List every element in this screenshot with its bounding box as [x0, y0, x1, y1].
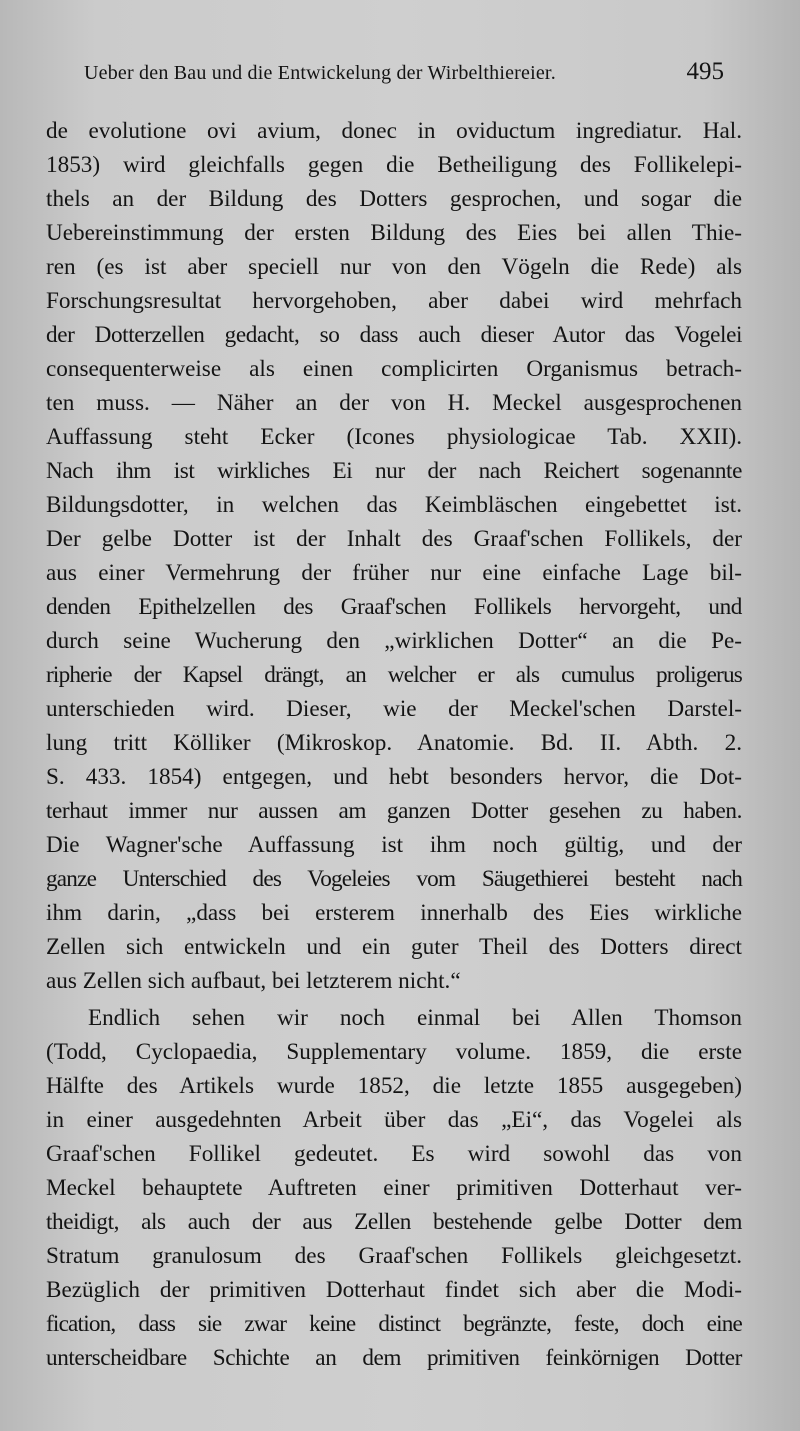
text-line: Der gelbe Dotter ist der Inhalt des Graaf'schen Follikels, der — [46, 526, 742, 552]
text-line: (Todd, Cyclopaedia, Supplementary volume. 1859, die erste — [46, 1039, 742, 1065]
text-line: de evolutione ovi avium, donec in oviductum ingrediatur. Hal. — [46, 118, 742, 144]
text-line: S. 433. 1854) entgegen, und hebt besonders hervor, die Dot- — [46, 764, 742, 790]
text-line: thels an der Bildung des Dotters gesprochen, und sogar die — [46, 186, 742, 212]
text-line: Stratum granulosum des Graaf'schen Follikels gleichgesetzt. — [46, 1243, 742, 1269]
running-head — [84, 58, 724, 92]
text-line: Endlich sehen wir noch einmal bei Allen Thomson — [88, 1005, 742, 1031]
text-line: Nach ihm ist wirkliches Ei nur der nach Reichert sogenannte — [46, 458, 742, 484]
text-line: theidigt, als auch der aus Zellen bestehende gelbe Dotter dem — [46, 1209, 742, 1235]
text-line: ganze Unterschied des Vogeleies vom Säugethierei besteht nach — [46, 866, 742, 892]
text-line: lung tritt Kölliker (Mikroskop. Anatomie. Bd. II. Abth. 2. — [46, 730, 742, 756]
text-line: unterscheidbare Schichte an dem primitiven feinkörnigen Dotter — [46, 1345, 742, 1371]
text-line: fication, dass sie zwar keine distinct begränzte, feste, doch eine — [46, 1311, 742, 1337]
text-line: Auffassung steht Ecker (Icones physiologicae Tab. XXII). — [46, 424, 742, 450]
text-line: ihm darin, „dass bei ersterem innerhalb des Eies wirkliche — [46, 900, 742, 926]
text-line: Bezüglich der primitiven Dotterhaut findet sich aber die Modi- — [46, 1277, 742, 1303]
body-text — [46, 114, 742, 1375]
text-line: Die Wagner'sche Auffassung ist ihm noch gültig, und der — [46, 832, 742, 858]
text-line: Forschungsresultat hervorgehoben, aber dabei wird mehrfach — [46, 288, 742, 314]
text-line: consequenterweise als einen complicirten Organismus betrach- — [46, 356, 742, 382]
text-line: unterschieden wird. Dieser, wie der Meckel'schen Darstel- — [46, 696, 742, 722]
text-line: ten muss. — Näher an der von H. Meckel ausgesprochenen — [46, 390, 742, 416]
text-line: Bildungsdotter, in welchen das Keimbläschen eingebettet ist. — [46, 492, 742, 518]
text-line: denden Epithelzellen des Graaf'schen Follikels hervorgeht, und — [46, 594, 742, 620]
text-line: in einer ausgedehnten Arbeit über das „Ei“, das Vogelei als — [46, 1107, 742, 1133]
text-line: Graaf'schen Follikel gedeutet. Es wird sowohl das von — [46, 1141, 742, 1167]
text-line: Hälfte des Artikels wurde 1852, die letzte 1855 ausgegeben) — [46, 1073, 742, 1099]
paragraph-1 — [46, 114, 742, 998]
text-line: aus einer Vermehrung der früher nur eine einfache Lage bil- — [46, 560, 742, 586]
paragraph-2 — [46, 1001, 742, 1375]
running-title: Ueber den Bau und die Entwickelung der Wirbelthiereier. — [84, 62, 556, 84]
text-line: ripherie der Kapsel drängt, an welcher er als cumulus proligerus — [46, 662, 742, 688]
text-line: Uebereinstimmung der ersten Bildung des Eies bei allen Thie- — [46, 220, 742, 246]
page-number: 495 — [686, 58, 724, 85]
text-line: der Dotterzellen gedacht, so dass auch dieser Autor das Vogelei — [46, 322, 742, 348]
text-line: 1853) wird gleichfalls gegen die Betheiligung des Follikelepi- — [46, 152, 742, 178]
text-line: Zellen sich entwickeln und ein guter Theil des Dotters direct — [46, 934, 742, 960]
text-line: durch seine Wucherung den „wirklichen Dotter“ an die Pe- — [46, 628, 742, 654]
text-line: ren (es ist aber speciell nur von den Vögeln die Rede) als — [46, 254, 742, 280]
text-line: terhaut immer nur aussen am ganzen Dotter gesehen zu haben. — [46, 798, 742, 824]
text-line: aus Zellen sich aufbaut, bei letzterem nicht.“ — [46, 968, 461, 994]
text-line: Meckel behauptete Auftreten einer primitiven Dotterhaut ver- — [46, 1175, 742, 1201]
